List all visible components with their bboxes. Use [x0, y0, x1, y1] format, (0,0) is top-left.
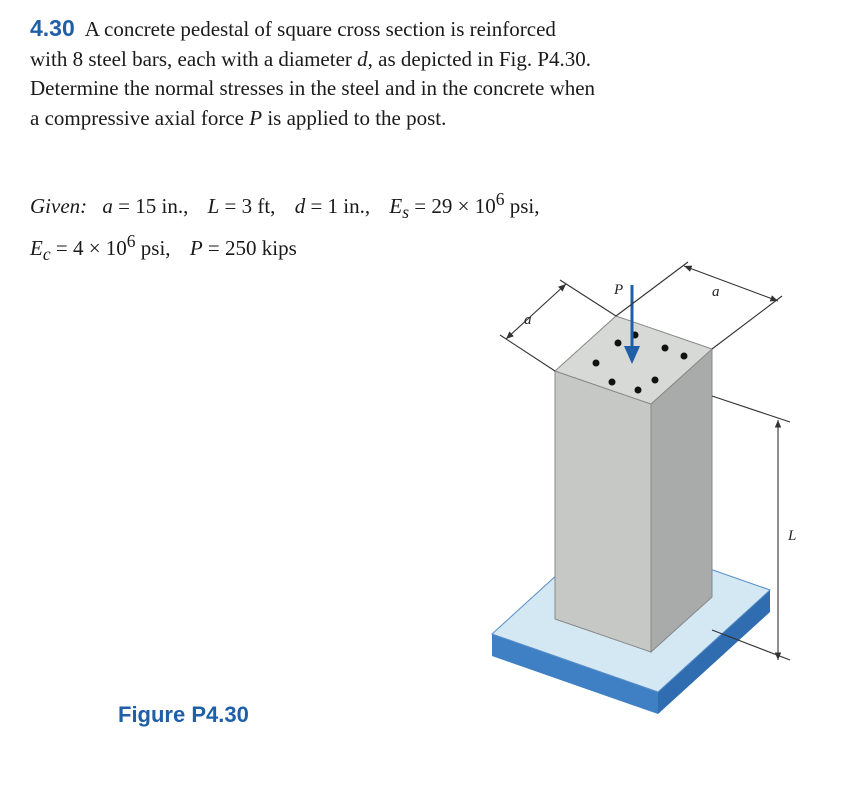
steel-bar — [593, 360, 600, 367]
given-Es-symbol: E — [389, 194, 403, 218]
var-d: d — [357, 46, 368, 71]
problem-number: 4.30 — [30, 15, 75, 41]
given-Ec-symbol: E — [30, 236, 43, 261]
steel-bar — [662, 345, 669, 352]
given-a-value: = 15 in., — [112, 194, 189, 218]
given-Es-exponent: 6 — [495, 189, 505, 209]
problem-line-3: Determine the normal stresses in the steel and in the concrete when — [30, 76, 596, 100]
label-a-right: a — [712, 284, 720, 300]
label-L: L — [788, 528, 797, 544]
given-Ec-value: = 4 × 10 — [50, 236, 127, 261]
given-Ec-subscript: c — [42, 244, 51, 265]
given-Ec-unit: psi, — [135, 236, 171, 261]
steel-bar — [615, 340, 622, 347]
steel-bar — [681, 353, 688, 360]
steel-bar — [609, 379, 616, 386]
label-a-left: a — [524, 312, 532, 328]
given-label: Given: — [30, 194, 88, 218]
column-front-face — [555, 371, 651, 652]
problem-text-1: A concrete pedestal of square cross section is reinforced — [84, 17, 556, 41]
given-d-value: = 1 in., — [305, 194, 371, 218]
problem-text-4a: a compressive axial force — [30, 105, 250, 130]
given-L-value: = 3 ft, — [219, 194, 276, 218]
figure-caption: Figure P4.30 — [118, 702, 249, 727]
given-d-symbol: d — [294, 194, 306, 218]
given-P-value: = 250 kips — [202, 236, 297, 261]
problem-text-2b: , as depicted in Fig. P4.30. — [367, 46, 592, 71]
problem-text-2a: with 8 steel bars, each with a diameter — [30, 46, 358, 71]
given-L-symbol: L — [207, 194, 220, 218]
label-P: P — [614, 282, 624, 298]
steel-bar — [652, 377, 659, 384]
given-Es-unit: psi, — [504, 194, 540, 218]
given-P-symbol: P — [189, 236, 203, 261]
given-Es-subscript: s — [402, 202, 410, 223]
var-P: P — [249, 105, 263, 130]
problem-text-4b: is applied to the post. — [262, 105, 447, 130]
given-Ec-exponent: 6 — [126, 231, 136, 252]
concrete-column — [555, 316, 712, 652]
steel-bar — [635, 387, 642, 394]
given-Es-value: = 29 × 10 — [409, 194, 496, 218]
given-a-symbol: a — [102, 194, 113, 218]
